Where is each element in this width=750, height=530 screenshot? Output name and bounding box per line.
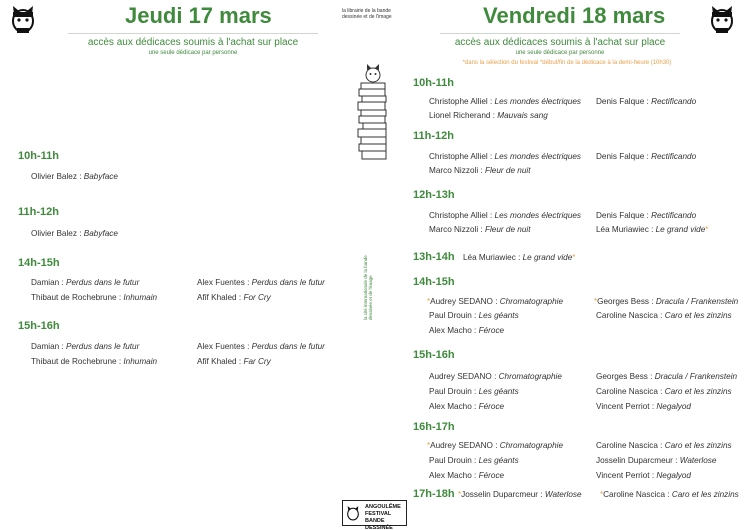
signing-entry: Denis Falque : Rectificando [596, 152, 697, 161]
note-right-2: *dans la sélection du festival *début/fin de la dédicace à la demi-heure (10h30) [462, 60, 672, 66]
cat-icon [8, 4, 38, 34]
signing-entry: Alex Fuentes : Perdus dans le futur [197, 342, 325, 351]
star-marker: * [594, 297, 598, 306]
signing-entry: Caroline Nascica : Caro et les zinzins [596, 387, 732, 396]
signing-entry: *Caroline Nascica : Caro et les zinzins [600, 490, 739, 499]
signing-entry: Christophe Alliel : Les mondes électriques [429, 211, 582, 220]
signing-entry: *Audrey SEDANO : Chromatographie [427, 441, 564, 450]
signing-entry: Léa Muriawiec : Le grand vide* [596, 225, 709, 234]
signing-entry: Marco Nizzoli : Fleur de nuit [429, 225, 531, 234]
signing-entry: Christophe Alliel : Les mondes électriques [429, 152, 582, 161]
cat-icon [707, 4, 737, 34]
slot-time: 13h-14h [413, 251, 455, 263]
signing-entry: Afif Khaled : Far Cry [197, 357, 271, 366]
signing-entry: Damian : Perdus dans le futur [31, 278, 140, 287]
subtitle-right: accès aux dédicaces soumis à l'achat sur place [454, 37, 666, 48]
star-marker: * [427, 297, 431, 306]
cat-icon [345, 505, 361, 526]
signing-entry: Vincent Perriot : Negalyod [596, 471, 691, 480]
slot-time: 14h-15h [18, 257, 60, 269]
star-marker: * [458, 490, 462, 499]
signing-entry: Christophe Alliel : Les mondes électriques [429, 97, 582, 106]
signing-entry: Paul Drouin : Les géants [429, 387, 519, 396]
festival-logo-text: ANGOULÊME FESTIVAL BANDE DESSINÉE [365, 504, 401, 530]
slot-time: 10h-11h [18, 150, 59, 162]
signing-entry: Denis Falque : Rectificando [596, 211, 697, 220]
signing-entry: Marco Nizzoli : Fleur de nuit [429, 166, 531, 175]
signing-entry: Alex Fuentes : Perdus dans le futur [197, 278, 325, 287]
star-marker: * [572, 253, 576, 262]
signing-entry: *Georges Bess : Dracula / Frankenstein [594, 297, 739, 306]
signing-entry: Georges Bess : Dracula / Frankenstein [596, 372, 738, 381]
slot-time: 15h-16h [413, 349, 455, 361]
note-right: une seule dédicace par personne [515, 50, 605, 56]
librairie-logo [342, 8, 402, 20]
day-title-left: Jeudi 17 mars [125, 3, 272, 28]
signing-entry: Olivier Balez : Babyface [31, 172, 118, 181]
signing-entry: Thibaut de Rochebrune : Inhumain [31, 357, 158, 366]
slot-time: 15h-16h [18, 320, 60, 332]
signing-entry: *Josselin Duparcmeur : Waterlose [458, 490, 582, 499]
slot-time: 11h-12h [413, 130, 454, 142]
signing-entry: Thibaut de Rochebrune : Inhumain [31, 293, 158, 302]
signing-entry: Audrey SEDANO : Chromatographie [429, 372, 562, 381]
librairie-logo-text: la librairie de la bande dessinée et de l'image [342, 8, 392, 20]
signing-entry: Paul Drouin : Les géants [429, 456, 519, 465]
signing-entry: Léa Muriawiec : Le grand vide* [463, 253, 576, 262]
cite-logo-text: la cité internationale de la bande dessinée et de l'image [363, 255, 373, 320]
signing-entry: Denis Falque : Rectificando [596, 97, 697, 106]
star-marker: * [427, 441, 431, 450]
signing-entry: Alex Macho : Féroce [429, 326, 505, 335]
star-marker: * [600, 490, 604, 499]
slot-time: 12h-13h [413, 189, 455, 201]
signing-entry: Damian : Perdus dans le futur [31, 342, 140, 351]
note-left: une seule dédicace par personne [148, 50, 238, 56]
slot-time: 14h-15h [413, 276, 455, 288]
signing-entry: Josselin Duparcmeur : Waterlose [596, 456, 717, 465]
signing-entry: *Audrey SEDANO : Chromatographie [427, 297, 564, 306]
slot-time: 10h-11h [413, 77, 454, 89]
slot-time: 16h-17h [413, 421, 455, 433]
festival-logo [342, 500, 407, 530]
slot-time: 17h-18h [413, 488, 455, 500]
signing-entry: Paul Drouin : Les géants [429, 311, 519, 320]
subtitle-left: accès aux dédicaces soumis à l'achat sur place [87, 37, 299, 48]
signing-entry: Afif Khaled : For Cry [197, 293, 271, 302]
slot-time: 11h-12h [18, 206, 59, 218]
day-title-right: Vendredi 18 mars [483, 3, 666, 28]
signing-entry: Caroline Nascica : Caro et les zinzins [596, 441, 732, 450]
divider [440, 33, 680, 34]
signing-entry: Olivier Balez : Babyface [31, 229, 118, 238]
divider [68, 33, 318, 34]
signing-entry: Lionel Richerand : Mauvais sang [429, 111, 548, 120]
signing-entry: Caroline Nascica : Caro et les zinzins [596, 311, 732, 320]
book-stack-illustration [355, 55, 393, 168]
signing-entry: Vincent Perriot : Negalyod [596, 402, 691, 411]
signing-entry: Alex Macho : Féroce [429, 402, 505, 411]
star-marker: * [705, 225, 709, 234]
cite-logo [363, 250, 375, 320]
signing-entry: Alex Macho : Féroce [429, 471, 505, 480]
